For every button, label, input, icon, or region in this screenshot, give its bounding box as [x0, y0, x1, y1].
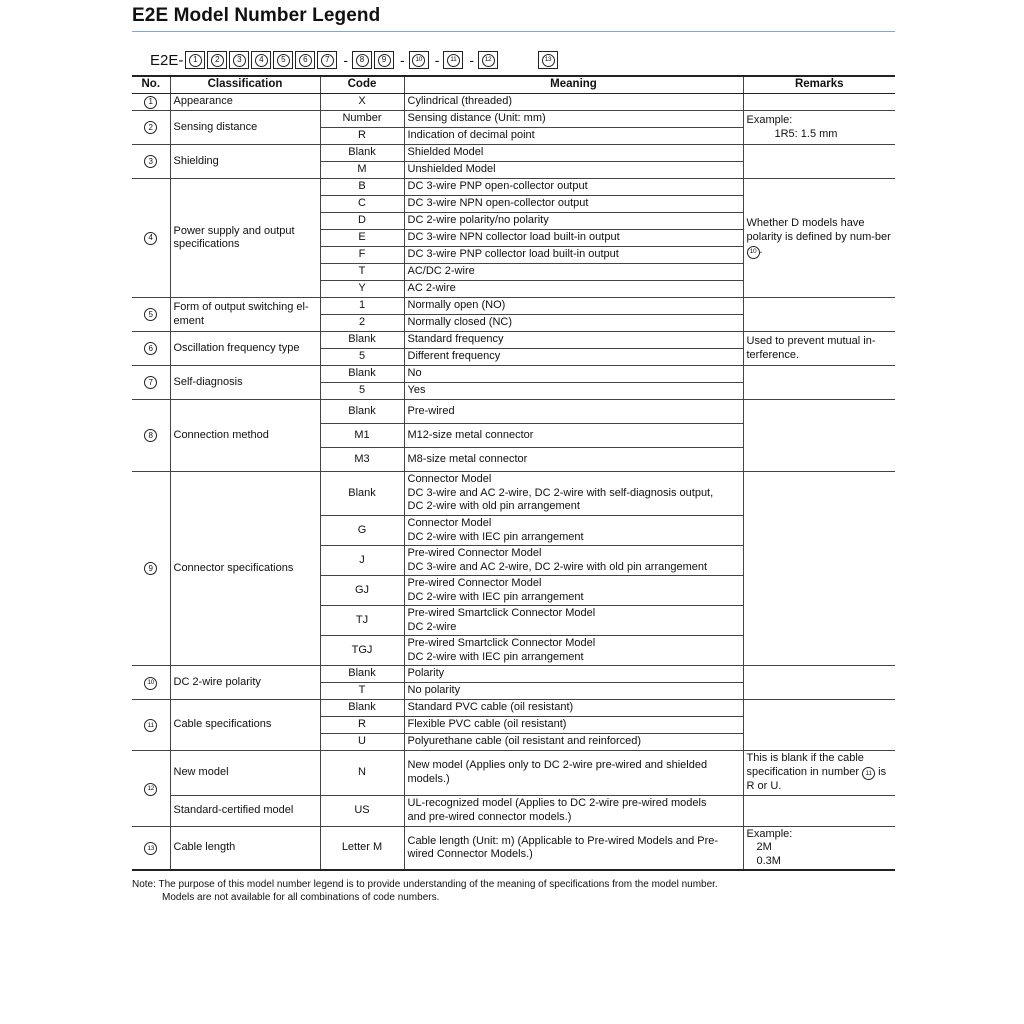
- meaning-cell: Cable length (Unit: m) (Applicable to Pre-wired Models and Pre- wired Connector Models.): [404, 826, 743, 870]
- header-remarks: Remarks: [743, 76, 895, 94]
- code-cell: N: [320, 751, 404, 796]
- code-cell: 1: [320, 298, 404, 315]
- classification-cell: Cable length: [170, 826, 320, 870]
- row-number: 11: [144, 719, 157, 732]
- meaning-cell: Pre-wired Connector Model DC 2-wire with IEC pin arrangement: [404, 576, 743, 606]
- meaning-cell: Connector Model DC 2-wire with IEC pin arrangement: [404, 516, 743, 546]
- code-cell: G: [320, 516, 404, 546]
- meaning-cell: Connector Model DC 3-wire and AC 2-wire, DC 2-wire with self-diagnosis output, DC 2-wire with old pin arrangement: [404, 472, 743, 516]
- code-cell: C: [320, 196, 404, 213]
- code-cell: T: [320, 683, 404, 700]
- remarks-cell: [743, 666, 895, 700]
- classification-cell: Oscillation frequency type: [170, 332, 320, 366]
- code-cell: M1: [320, 424, 404, 448]
- code-cell: D: [320, 213, 404, 230]
- classification-cell: Cable specifications: [170, 700, 320, 751]
- code-cell: R: [320, 128, 404, 145]
- table-row: [132, 751, 895, 796]
- meaning-cell: Unshielded Model: [404, 162, 743, 179]
- meaning-cell: Pre-wired Connector Model DC 3-wire and AC 2-wire, DC 2-wire with old pin arrangement: [404, 546, 743, 576]
- code-cell: Blank: [320, 400, 404, 424]
- code-cell: B: [320, 179, 404, 196]
- classification-cell: Connector specifications: [170, 472, 320, 666]
- meaning-cell: Normally open (NO): [404, 298, 743, 315]
- classification-cell: Form of output switching el-ement: [170, 298, 320, 332]
- code-box-2: 2: [207, 51, 227, 69]
- meaning-cell: New model (Applies only to DC 2-wire pre-wired and shielded models.): [404, 751, 743, 796]
- remarks-cell: Used to prevent mutual in-terference.: [743, 332, 895, 366]
- meaning-cell: No polarity: [404, 683, 743, 700]
- remarks-cell: [743, 145, 895, 179]
- table-row: [132, 666, 895, 683]
- table-row: [132, 145, 895, 162]
- meaning-cell: DC 3-wire NPN collector load built-in output: [404, 230, 743, 247]
- row-number: 6: [144, 342, 157, 355]
- classification-cell: DC 2-wire polarity: [170, 666, 320, 700]
- footnote: [132, 878, 718, 904]
- meaning-cell: Pre-wired Smartclick Connector Model DC 2-wire with IEC pin arrangement: [404, 636, 743, 666]
- code-cell: J: [320, 546, 404, 576]
- meaning-cell: No: [404, 366, 743, 383]
- code-cell: X: [320, 94, 404, 111]
- meaning-cell: Normally closed (NC): [404, 315, 743, 332]
- row-number: 3: [144, 155, 157, 168]
- table-row: [132, 94, 895, 111]
- footnote-line-1: Note: The purpose of this model number legend is to provide understanding of the meaning of specifications from the model number.: [132, 879, 718, 890]
- code-cell: Blank: [320, 666, 404, 683]
- classification-cell: Power supply and output specifications: [170, 179, 320, 298]
- code-box-7: 7: [317, 51, 337, 69]
- row-number: 7: [144, 376, 157, 389]
- code-box-3: 3: [229, 51, 249, 69]
- row-number: 5: [144, 308, 157, 321]
- meaning-cell: Yes: [404, 383, 743, 400]
- code-cell: Blank: [320, 472, 404, 516]
- meaning-cell: Polarity: [404, 666, 743, 683]
- classification-cell: Standard-certified model: [170, 795, 320, 826]
- code-cell: R: [320, 717, 404, 734]
- code-cell: T: [320, 264, 404, 281]
- code-cell: TJ: [320, 606, 404, 636]
- remarks-cell: [743, 472, 895, 666]
- header-no: No.: [132, 76, 170, 94]
- table-row: [132, 795, 895, 826]
- classification-cell: Sensing distance: [170, 111, 320, 145]
- meaning-cell: Cylindrical (threaded): [404, 94, 743, 111]
- meaning-cell: Pre-wired Smartclick Connector Model DC 2-wire: [404, 606, 743, 636]
- code-box-11: 11: [443, 51, 463, 69]
- table-row: [132, 472, 895, 516]
- header-meaning: Meaning: [404, 76, 743, 94]
- remarks-cell: [743, 795, 895, 826]
- code-box-10: 10: [409, 51, 429, 69]
- code-cell: M: [320, 162, 404, 179]
- reference-number: 10: [747, 246, 760, 259]
- meaning-cell: Standard frequency: [404, 332, 743, 349]
- code-cell: Blank: [320, 700, 404, 717]
- meaning-cell: Standard PVC cable (oil resistant): [404, 700, 743, 717]
- code-cell: E: [320, 230, 404, 247]
- code-cell: TGJ: [320, 636, 404, 666]
- title-divider: [132, 31, 895, 32]
- remarks-cell: Example: 1R5: 1.5 mm: [743, 111, 895, 145]
- table-row: [132, 179, 895, 196]
- classification-cell: Appearance: [170, 94, 320, 111]
- page-title: E2E Model Number Legend: [132, 5, 381, 26]
- meaning-cell: DC 3-wire PNP open-collector output: [404, 179, 743, 196]
- header-classification: Classification: [170, 76, 320, 94]
- meaning-cell: Sensing distance (Unit: mm): [404, 111, 743, 128]
- meaning-cell: AC/DC 2-wire: [404, 264, 743, 281]
- classification-cell: New model: [170, 751, 320, 796]
- meaning-cell: DC 3-wire PNP collector load built-in output: [404, 247, 743, 264]
- row-number: 13: [144, 842, 157, 855]
- model-number-pattern: E2E- 1 2 3 4 5 6 7 - 8 9 - 10 - 11 - 12 13: [150, 50, 560, 70]
- code-cell: GJ: [320, 576, 404, 606]
- remarks-cell: [743, 94, 895, 111]
- code-cell: M3: [320, 448, 404, 472]
- remarks-cell: [743, 700, 895, 751]
- code-box-5: 5: [273, 51, 293, 69]
- code-box-12: 12: [478, 51, 498, 69]
- row-number: 2: [144, 121, 157, 134]
- footnote-line-2: Models are not available for all combinations of code numbers.: [162, 892, 440, 903]
- row-number: 1: [144, 96, 157, 109]
- meaning-cell: DC 2-wire polarity/no polarity: [404, 213, 743, 230]
- code-cell: Number: [320, 111, 404, 128]
- table-row: [132, 332, 895, 349]
- header-code: Code: [320, 76, 404, 94]
- table-row: [132, 826, 895, 870]
- meaning-cell: Polyurethane cable (oil resistant and reinforced): [404, 734, 743, 751]
- table-row: [132, 298, 895, 315]
- code-cell: Blank: [320, 332, 404, 349]
- code-cell: 2: [320, 315, 404, 332]
- remarks-cell: This is blank if the cable specification in number 11 is R or U.: [743, 751, 895, 796]
- remarks-cell: [743, 400, 895, 472]
- meaning-cell: UL-recognized model (Applies to DC 2-wire pre-wired models and pre-wired connector models.): [404, 795, 743, 826]
- code-box-8: 8: [352, 51, 372, 69]
- meaning-cell: M8-size metal connector: [404, 448, 743, 472]
- reference-number: 11: [862, 767, 875, 780]
- row-number: 8: [144, 429, 157, 442]
- code-cell: Y: [320, 281, 404, 298]
- code-cell: Blank: [320, 366, 404, 383]
- row-number: 12: [144, 783, 157, 796]
- code-box-9: 9: [374, 51, 394, 69]
- code-box-6: 6: [295, 51, 315, 69]
- row-number: 10: [144, 677, 157, 690]
- code-cell: Letter M: [320, 826, 404, 870]
- meaning-cell: Pre-wired: [404, 400, 743, 424]
- table-row: [132, 400, 895, 424]
- meaning-cell: DC 3-wire NPN open-collector output: [404, 196, 743, 213]
- table-row: [132, 111, 895, 128]
- remarks-cell: Whether D models have polarity is defined by num-ber 10 .: [743, 179, 895, 298]
- remarks-cell: [743, 366, 895, 400]
- remarks-cell: Example: 2M 0.3M: [743, 826, 895, 870]
- table-row: [132, 700, 895, 717]
- row-number: 4: [144, 232, 157, 245]
- classification-cell: Connection method: [170, 400, 320, 472]
- meaning-cell: AC 2-wire: [404, 281, 743, 298]
- code-box-4: 4: [251, 51, 271, 69]
- meaning-cell: Flexible PVC cable (oil resistant): [404, 717, 743, 734]
- code-box-1: 1: [185, 51, 205, 69]
- meaning-cell: M12-size metal connector: [404, 424, 743, 448]
- table-row: [132, 366, 895, 383]
- code-cell: Blank: [320, 145, 404, 162]
- model-prefix: E2E-: [150, 51, 184, 69]
- code-cell: F: [320, 247, 404, 264]
- code-cell: 5: [320, 349, 404, 366]
- meaning-cell: Different frequency: [404, 349, 743, 366]
- code-box-13: 13: [538, 51, 558, 69]
- classification-cell: Self-diagnosis: [170, 366, 320, 400]
- remarks-cell: [743, 298, 895, 332]
- code-cell: 5: [320, 383, 404, 400]
- meaning-cell: Shielded Model: [404, 145, 743, 162]
- code-cell: US: [320, 795, 404, 826]
- code-cell: U: [320, 734, 404, 751]
- table-header-row: [132, 76, 895, 94]
- meaning-cell: Indication of decimal point: [404, 128, 743, 145]
- row-number: 9: [144, 562, 157, 575]
- classification-cell: Shielding: [170, 145, 320, 179]
- legend-table: [132, 75, 895, 871]
